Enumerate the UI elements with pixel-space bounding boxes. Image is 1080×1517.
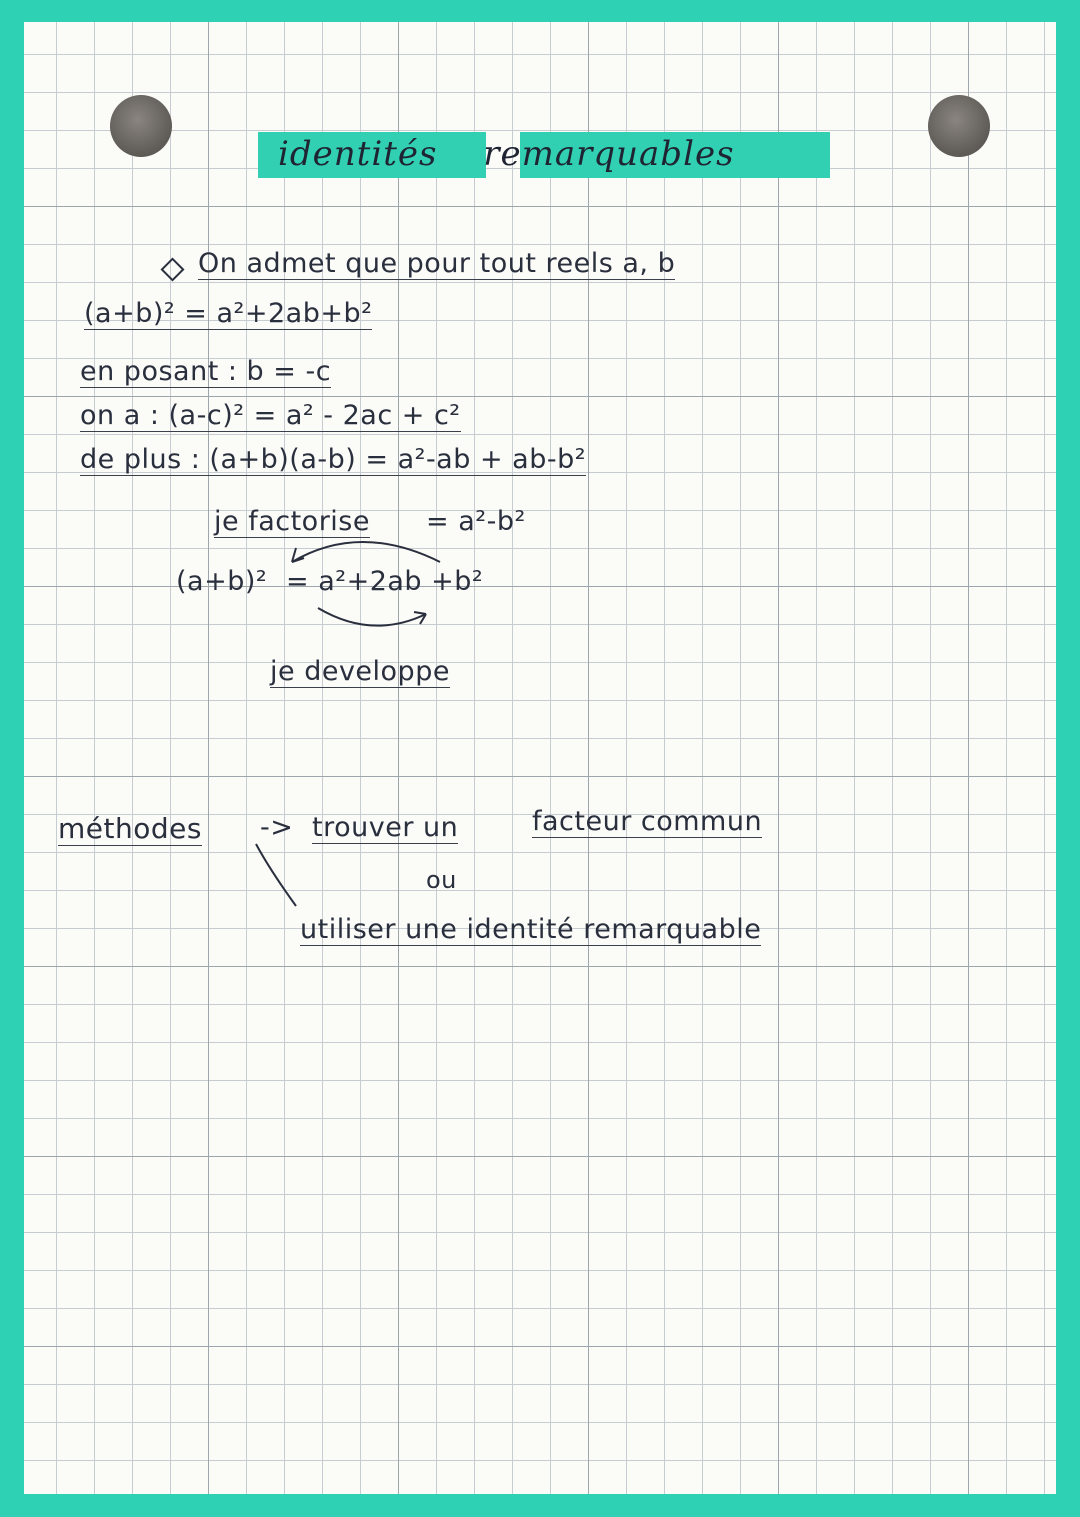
product-line: de plus : (a+b)(a-b) = a²-ab + ab-b² [80,444,587,475]
methods-arrow: -> [260,812,294,843]
expand-rhs: = a²+2ab +b² [286,566,484,597]
method-option-2: utiliser une identité remarquable [300,914,762,945]
develop-label: je developpe [270,656,450,687]
factorise-label: je factorise [214,506,370,537]
expand-lhs: (a+b)² [176,566,268,597]
method-option-1b: facteur commun [532,806,763,837]
methods-label: méthodes [58,812,202,845]
identity-square-sum: (a+b)² = a²+2ab+b² [84,298,373,329]
identity-square-diff: on a : (a-c)² = a² - 2ac + c² [80,400,461,431]
substitution-line: en posant : b = -c [80,356,332,387]
product-result: = a²-b² [426,506,526,537]
method-or: ou [426,866,457,894]
method-option-1a: trouver un [312,812,459,843]
intro-line: On admet que pour tout reels a, b [198,248,676,279]
page-title: identités remarquables [278,134,735,174]
